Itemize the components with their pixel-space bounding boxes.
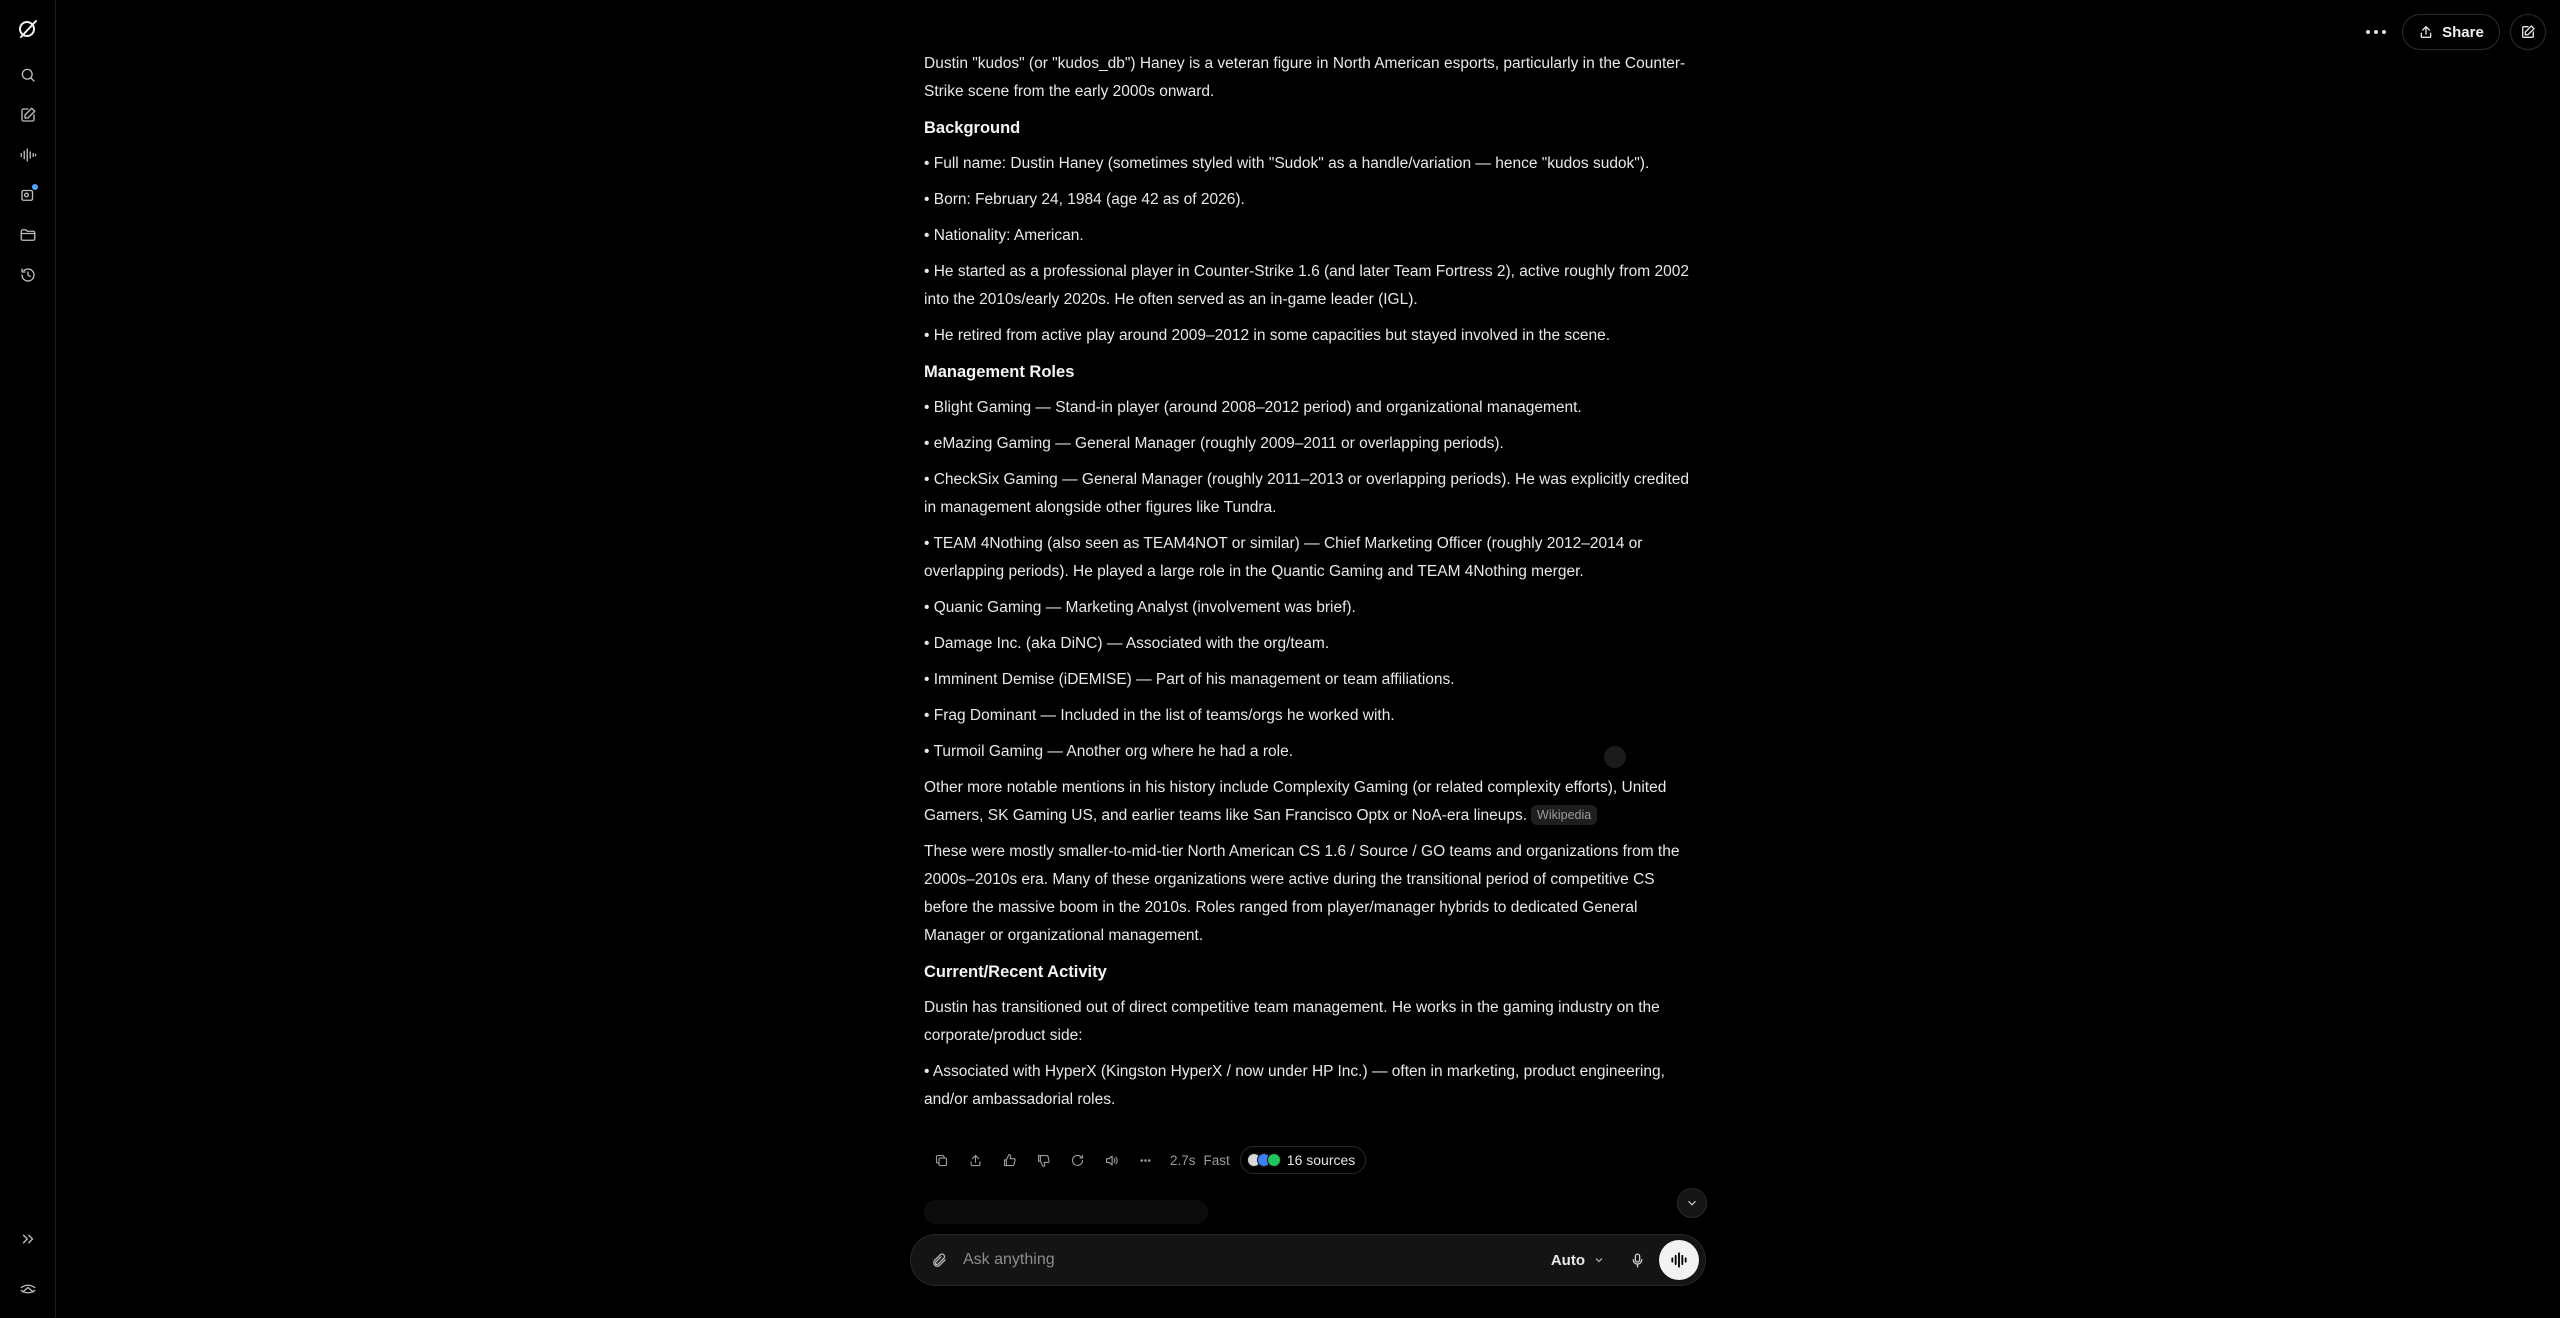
more-icon (1138, 1153, 1153, 1168)
share-answer-button[interactable] (958, 1147, 992, 1173)
logo-icon[interactable] (12, 13, 44, 45)
scroll-to-bottom-button[interactable] (1677, 1188, 1707, 1218)
chevron-down-icon (1685, 1196, 1699, 1210)
dislike-button[interactable] (1026, 1147, 1060, 1173)
folder-icon[interactable] (12, 219, 44, 251)
regenerate-button[interactable] (1060, 1147, 1094, 1173)
list-item: • He started as a professional player in Counter-Strike 1.6 (and later Team Fortress 2), active roughly from 2002 into the 2010s/early 2020s. He often served as an in-game leader (IGL). (924, 263, 1689, 308)
source-favicon (1267, 1153, 1281, 1167)
microphone-button[interactable] (1619, 1242, 1655, 1278)
summary-paragraph: These were mostly smaller-to-mid-tier North American CS 1.6 / Source / GO teams and organizations from the 2000s–2010s era. Many of these organizations were active during the transitional period of competitive CS before the massive boom in the 2010s. Roles ranged from player/manager hybrids to dedicated General Manager or organizational management. (924, 843, 1680, 944)
image-icon[interactable] (12, 179, 44, 211)
sidebar (0, 0, 56, 1318)
list-item: • Quanic Gaming — Marketing Analyst (involvement was brief). (924, 599, 1356, 616)
list-item: • Damage Inc. (aka DiNC) — Associated with the org/team. (924, 635, 1330, 652)
section-heading: Management Roles (924, 363, 1075, 381)
expand-icon[interactable] (12, 1223, 44, 1255)
chevron-down-icon (1593, 1254, 1605, 1266)
copy-button[interactable] (924, 1147, 958, 1173)
history-icon[interactable] (12, 259, 44, 291)
other-mentions-text: Other more notable mentions in his history include Complexity Gaming (or related complexity efforts), United Gamers, SK Gaming US, and earlier teams like San Francisco Optx or NoA-era lineups. (924, 779, 1667, 824)
source-favicons (1247, 1153, 1281, 1167)
share-button[interactable] (2402, 14, 2500, 50)
edit-icon[interactable] (12, 99, 44, 131)
sources-label: 16 sources (1286, 1152, 1356, 1168)
like-button[interactable] (992, 1147, 1026, 1173)
more-actions-button[interactable] (1128, 1147, 1162, 1173)
new-chat-button[interactable] (2510, 14, 2546, 50)
upload-icon (2418, 24, 2434, 40)
model-label: Auto (1550, 1251, 1585, 1269)
search-icon[interactable] (12, 59, 44, 91)
assistant-answer (924, 50, 1700, 1130)
list-item: • eMazing Gaming — General Manager (roughly 2009–2011 or overlapping periods). (924, 435, 1504, 452)
read-aloud-button[interactable] (1094, 1147, 1128, 1173)
composer (910, 1234, 1706, 1286)
section-heading: Background (924, 119, 1021, 137)
model-selector[interactable] (1551, 1252, 1605, 1269)
list-item: • TEAM 4Nothing (also seen as TEAM4NOT or similar) — Chief Marketing Officer (roughly 2012–2014 or overlapping periods). He played a large role in the Quantic Gaming and TEAM 4Nothing merger. (924, 535, 1643, 580)
attach-button[interactable] (919, 1240, 959, 1280)
list-item: • Associated with HyperX (Kingston HyperX / now under HP Inc.) — often in marketing, product engineering, and/or ambassadorial roles. (924, 1063, 1665, 1108)
list-item: • Frag Dominant — Included in the list of teams/orgs he worked with. (924, 707, 1395, 724)
answer-intro: Dustin "kudos" (or "kudos_db") Haney is a veteran figure in North American esports, particularly in the Counter-Strike scene from the early 2000s onward. (924, 55, 1686, 100)
cursor-indicator (1604, 746, 1626, 768)
list-item: • Turmoil Gaming — Another org where he had a role. (924, 743, 1294, 760)
voice-mode-button[interactable] (1659, 1240, 1699, 1280)
section-heading: Current/Recent Activity (924, 963, 1107, 981)
current-intro: Dustin has transitioned out of direct competitive team management. He works in the gaming industry on the corporate/product side: (924, 999, 1660, 1044)
upload-icon (968, 1153, 983, 1168)
refresh-icon (1070, 1153, 1085, 1168)
paperclip-icon (931, 1252, 948, 1269)
list-item: • Blight Gaming — Stand-in player (around 2008–2012 period) and organizational management. (924, 399, 1582, 416)
response-time: 2.7s (1170, 1152, 1196, 1168)
share-label: Share (2442, 23, 2484, 41)
list-item: • Full name: Dustin Haney (sometimes styled with "Sudok" as a handle/variation — hence "kudos sudok"). (924, 155, 1650, 172)
list-item: • CheckSix Gaming — General Manager (roughly 2011–2013 or overlapping periods). He was explicitly credited in management alongside other figures like Tundra. (924, 471, 1690, 516)
waveform-icon[interactable] (12, 139, 44, 171)
other-mentions-paragraph (924, 774, 1700, 830)
citation-badge[interactable]: Wikipedia (1531, 805, 1597, 825)
thumbs-up-icon (1002, 1153, 1017, 1168)
copy-icon (934, 1153, 949, 1168)
answer-actions (924, 1147, 1366, 1173)
list-item: • He retired from active play around 2009–2012 in some capacities but stayed involved in the scene. (924, 327, 1611, 344)
waveform-icon (1669, 1250, 1689, 1270)
sources-button[interactable] (1240, 1146, 1366, 1174)
speaker-icon (1104, 1153, 1119, 1168)
list-item: • Born: February 24, 1984 (age 42 as of 2026). (924, 191, 1245, 208)
ask-input[interactable] (959, 1240, 1551, 1280)
profile-icon[interactable] (12, 1273, 44, 1305)
thumbs-down-icon (1036, 1153, 1051, 1168)
list-item: • Nationality: American. (924, 227, 1084, 244)
more-options-icon[interactable] (2360, 16, 2392, 48)
microphone-icon (1629, 1252, 1646, 1269)
list-item: • Imminent Demise (iDEMISE) — Part of his management or team affiliations. (924, 671, 1455, 688)
edit-icon (2520, 24, 2536, 40)
loading-placeholder (924, 1200, 1208, 1224)
response-mode: Fast (1203, 1152, 1230, 1168)
